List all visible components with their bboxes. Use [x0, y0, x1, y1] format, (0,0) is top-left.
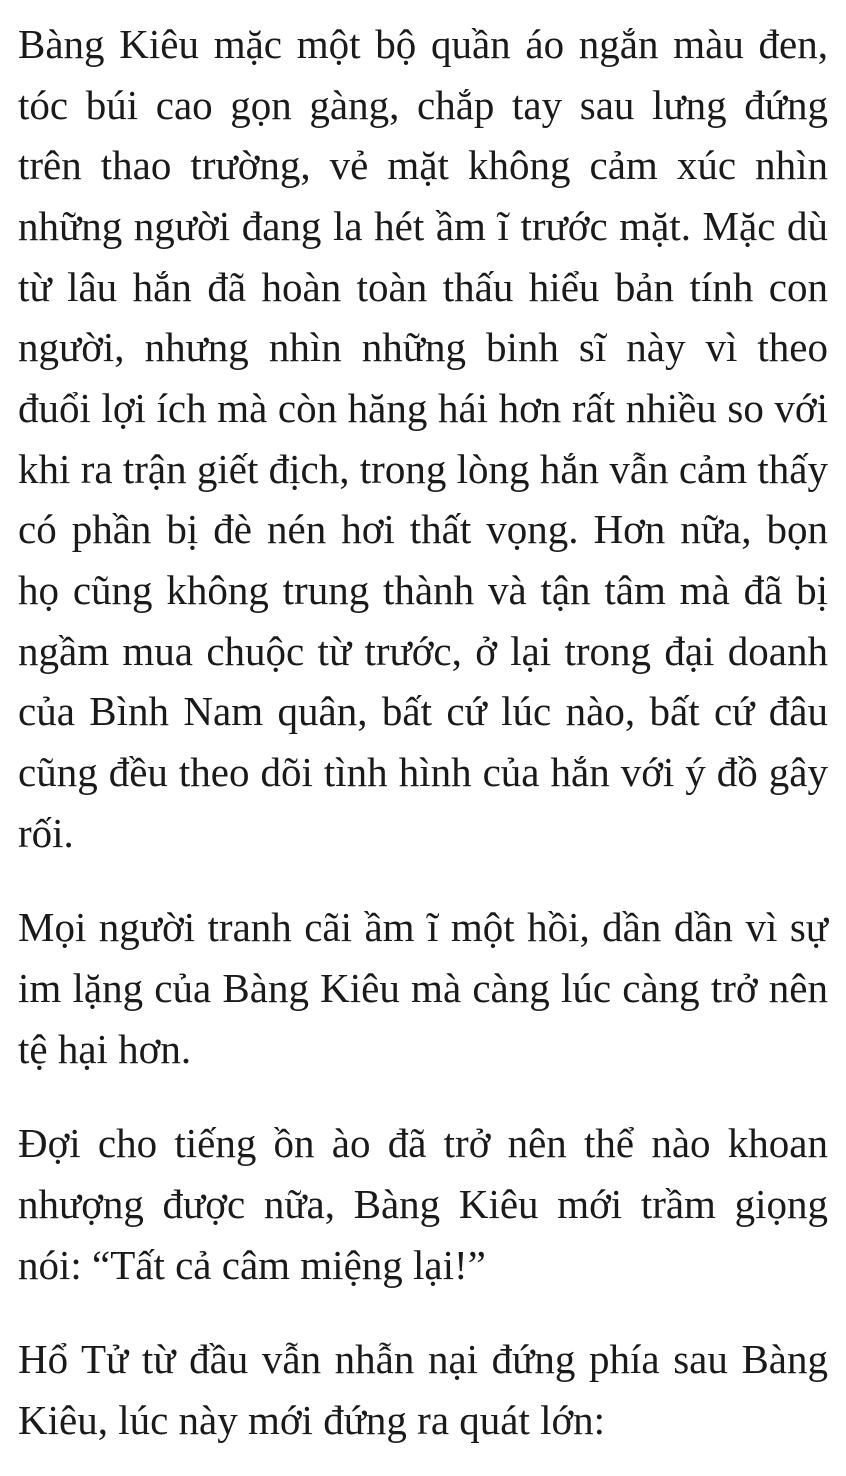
paragraph: Mọi người tranh cãi ầm ĩ một hồi, dần dần vì sự im lặng của Bàng Kiêu mà càng lúc càng trở nên tệ hại hơn. — [18, 904, 828, 1072]
paragraph: Bàng Kiêu mặc một bộ quần áo ngắn màu đen, tóc búi cao gọn gàng, chắp tay sau lưng đứng trên thao trường, vẻ mặt không cảm xúc nhìn những người đang la hét ầm ĩ trước mặt. Mặc dù từ lâu hắn đã hoàn toàn thấu hiểu bản tính con người, nhưng nhìn những binh sĩ này vì theo đuổi lợi ích mà còn hăng hái hơn rất nhiều so với khi ra trận giết địch, trong lòng hắn vẫn cảm thấy có phần bị đè nén hơi thất vọng. Hơn nữa, bọn họ cũng không trung thành và tận tâm mà đã bị ngầm mua chuộc từ trước, ở lại trong đại doanh của Bình Nam quân, bất cứ lúc nào, bất cứ đâu cũng đều theo dõi tình hình của hắn với ý đồ gây rối. — [18, 21, 828, 856]
paragraph: Đợi cho tiếng ồn ào đã trở nên thể nào khoan nhượng được nữa, Bàng Kiêu mới trầm giọng nói: “Tất cả câm miệng lại!” — [18, 1120, 828, 1288]
paragraph: Hổ Tử từ đầu vẫn nhẫn nại đứng phía sau Bàng Kiêu, lúc này mới đứng ra quát lớn: — [18, 1336, 828, 1444]
